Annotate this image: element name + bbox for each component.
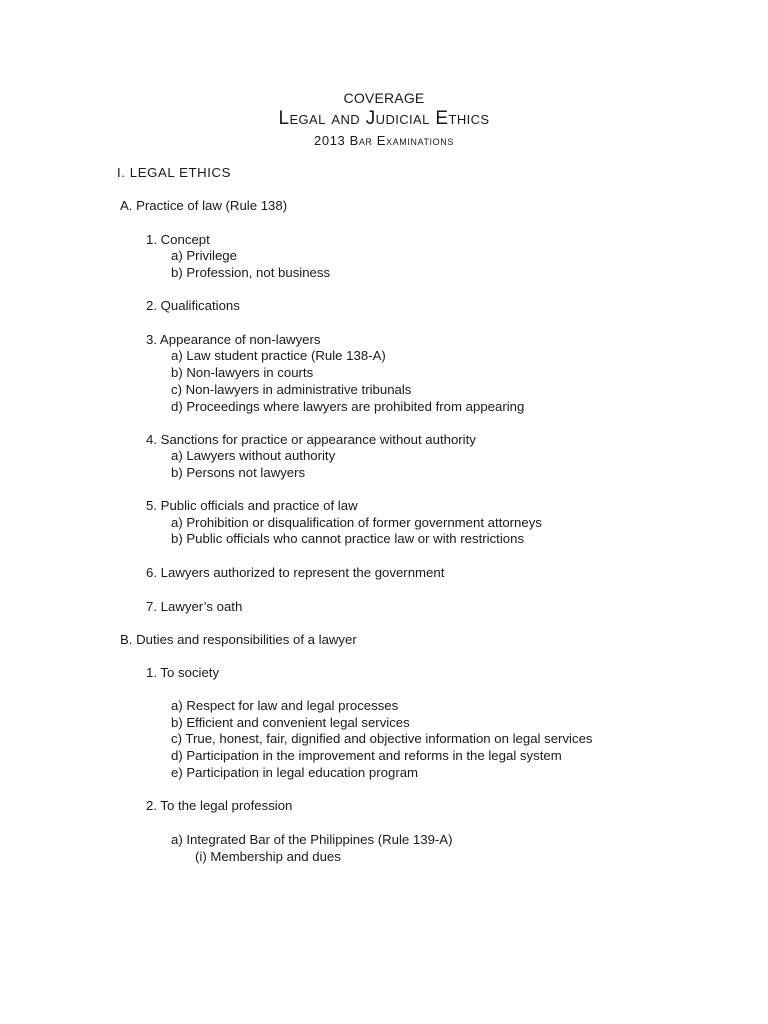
outline-item-A5: 5. Public officials and practice of law xyxy=(146,498,358,513)
outline-item-B2a: a) Integrated Bar of the Philippines (Rule 139-A) xyxy=(171,832,453,847)
outline-item-B2: 2. To the legal profession xyxy=(146,798,293,813)
outline-item-A4: 4. Sanctions for practice or appearance without authority xyxy=(146,432,476,447)
outline-item-A3b: b) Non-lawyers in courts xyxy=(171,365,314,380)
outline-item-A4a: a) Lawyers without authority xyxy=(171,448,336,463)
outline-item-B: B. Duties and responsibilities of a lawyer xyxy=(120,632,357,647)
outline-item-A3: 3. Appearance of non-lawyers xyxy=(146,332,321,347)
outline-item-A1a: a) Privilege xyxy=(171,248,237,263)
outline-item-B1b: b) Efficient and convenient legal services xyxy=(171,715,410,730)
document-title: Legal and Judicial Ethics xyxy=(278,108,490,129)
outline-item-A5a: a) Prohibition or disqualification of former government attorneys xyxy=(171,515,542,530)
outline-item-B1e: e) Participation in legal education program xyxy=(171,765,419,780)
outline-item-A: A. Practice of law (Rule 138) xyxy=(120,198,288,213)
outline-item-A7: 7. Lawyer’s oath xyxy=(146,599,243,614)
outline-item-A3d: d) Proceedings where lawyers are prohibited from appearing xyxy=(171,399,525,414)
outline-item-A4b: b) Persons not lawyers xyxy=(171,465,306,480)
document-subtitle: 2013 Bar Examinations xyxy=(314,133,454,148)
outline-item-A5b: b) Public officials who cannot practice law or with restrictions xyxy=(171,531,525,546)
outline-item-B1c: c) True, honest, fair, dignified and objective information on legal services xyxy=(171,731,593,746)
outline-item-A1: 1. Concept xyxy=(146,232,210,247)
section-heading-legal-ethics: I. LEGAL ETHICS xyxy=(117,165,232,180)
outline-item-A6: 6. Lawyers authorized to represent the government xyxy=(146,565,445,580)
outline-item-A3c: c) Non-lawyers in administrative tribunals xyxy=(171,382,412,397)
outline-item-B1a: a) Respect for law and legal processes xyxy=(171,698,399,713)
outline-item-A1b: b) Profession, not business xyxy=(171,265,331,280)
outline-item-A2: 2. Qualifications xyxy=(146,298,240,313)
outline-item-B2a-i: (i) Membership and dues xyxy=(195,849,341,864)
coverage-label: COVERAGE xyxy=(343,90,425,106)
outline-item-B1d: d) Participation in the improvement and reforms in the legal system xyxy=(171,748,562,763)
outline-item-B1: 1. To society xyxy=(146,665,220,680)
outline-item-A3a: a) Law student practice (Rule 138-A) xyxy=(171,348,386,363)
